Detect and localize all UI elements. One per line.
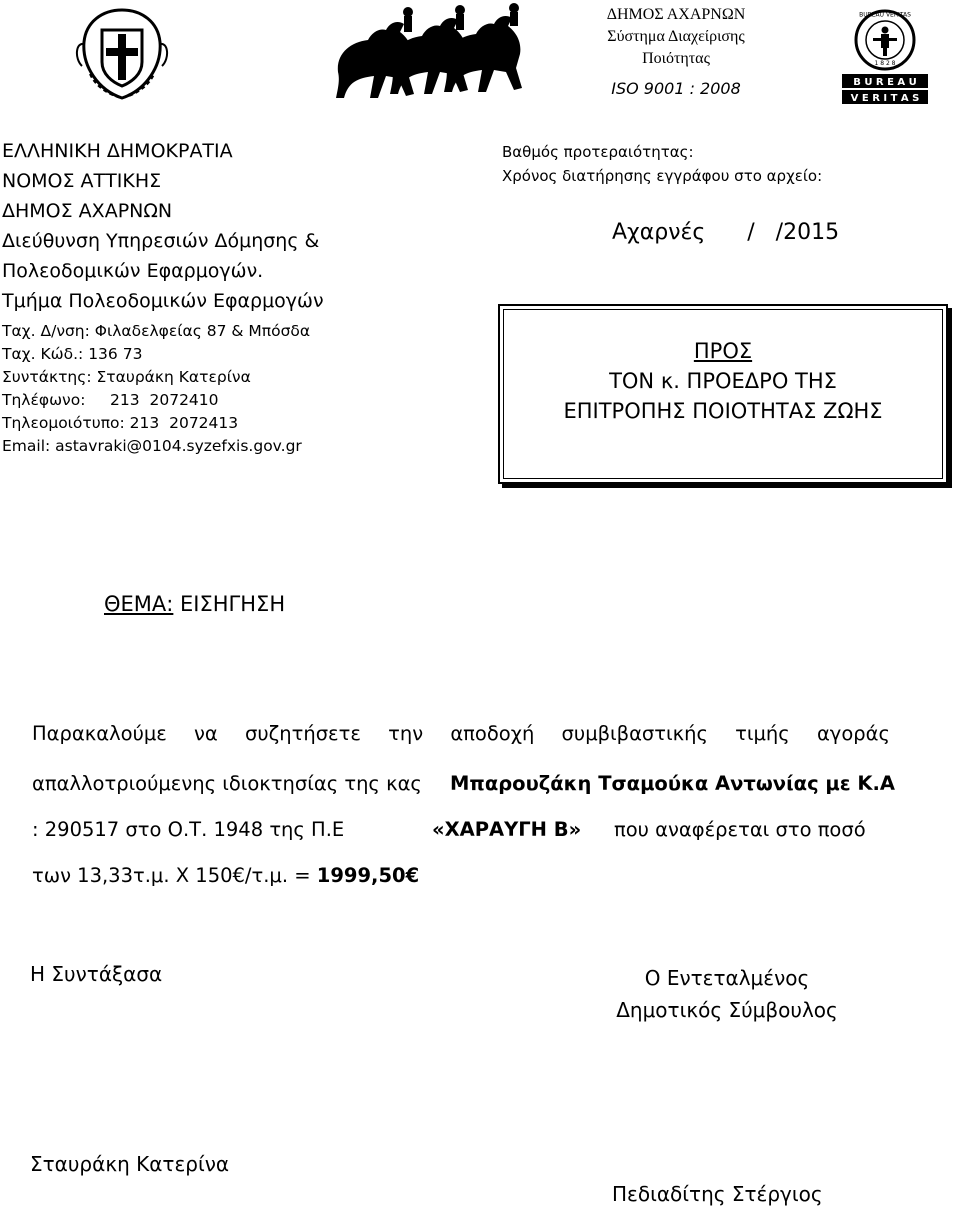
bureau-veritas-logo-icon [840, 8, 930, 106]
sender-line: ΔΗΜΟΣ ΑΧΑΡΝΩΝ [2, 200, 173, 222]
body-word: συζητήσετε [244, 722, 361, 745]
sender-phone: Τηλέφωνο: 213 2072410 [2, 391, 219, 409]
sender-line: Πολεοδομικών Εφαρμογών. [2, 260, 264, 282]
body-word: αγοράς [816, 722, 890, 745]
subject-line [104, 592, 285, 616]
bv-ring-text: BUREAU VERITAS [859, 11, 911, 19]
priority-label: Βαθμός προτεραιότητας: [502, 143, 694, 161]
delegate-name: Πεδιαδίτης Στέργιος [612, 1182, 823, 1206]
sender-line: ΝΟΜΟΣ ΑΤΤΙΚΗΣ [2, 170, 162, 192]
delegate-title [612, 962, 842, 1026]
body-word: αποδοχή [450, 722, 535, 745]
retention-label: Χρόνος διατήρησης εγγράφου στο αρχείο: [502, 167, 823, 185]
bv-year: 1 8 2 8 [874, 60, 896, 67]
subject-text: ΕΙΣΗΓΗΣΗ [173, 592, 286, 616]
bv-word-bureau: B U R E A U [853, 77, 917, 88]
bv-word-veritas: V E R I T A S [850, 93, 920, 104]
system-line-1: Σύστημα Διαχείρισης [607, 28, 745, 45]
body-text: των 13,33τ.μ. Χ 150€/τ.μ. = [32, 864, 317, 887]
body-word: να [194, 722, 218, 745]
sender-block [2, 136, 462, 458]
body-line-3 [32, 818, 890, 848]
iso-label: ISO 9001 : 2008 [611, 79, 741, 98]
total-amount: 1999,50€ [316, 864, 420, 887]
horses-logo-icon [328, 2, 528, 106]
sender-email: Email: astavraki@0104.syzefxis.gov.gr [2, 437, 302, 455]
system-line-2: Ποιότητας [642, 50, 710, 67]
body-line-2 [32, 772, 896, 802]
document-date: Αχαρνές / /2015 [612, 220, 840, 245]
document-meta [502, 140, 822, 188]
recipient-line-2: ΕΠΙΤΡΟΠΗΣ ΠΟΙΟΤΗΤΑΣ ΖΩΗΣ [563, 399, 883, 423]
body-word: τιμής [735, 722, 790, 745]
composer-label: Η Συντάξασα [30, 962, 163, 986]
municipality-name: ΔΗΜΟΣ ΑΧΑΡΝΩΝ [606, 6, 746, 23]
recipient-to-label: ΠΡΟΣ [693, 339, 753, 363]
body-word: Παρακαλούμε [32, 722, 167, 745]
recipient-line-1: ΤΟΝ κ. ΠΡΟΕΔΡΟ ΤΗΣ [609, 369, 837, 393]
sender-fax: Τηλεομοιότυπο: 213 2072413 [2, 414, 239, 432]
sender-address: Ταχ. Δ/νση: Φιλαδελφείας 87 & Μπόσδα [2, 322, 311, 340]
composer-name: Σταυράκη Κατερίνα [30, 1152, 230, 1176]
body-text: : 290517 στο Ο.Τ. 1948 της Π.Ε [32, 818, 345, 841]
sender-line: Τμήμα Πολεοδομικών Εφαρμογών [2, 290, 324, 312]
subject-label: ΘΕΜΑ: [104, 592, 174, 616]
sender-postcode: Ταχ. Κώδ.: 136 73 [2, 345, 143, 363]
body-line-1 [32, 722, 890, 745]
delegate-line-2: Δημοτικός Σύμβουλος [616, 998, 838, 1022]
sender-line: ΕΛΛΗΝΙΚΗ ΔΗΜΟΚΡΑΤΙΑ [2, 140, 233, 162]
body-text: απαλλοτριούμενης ιδιοκτησίας της κας [32, 772, 422, 795]
body-word: συμβιβαστικής [561, 722, 708, 745]
recipient-box [498, 304, 948, 484]
greek-republic-crest-icon [72, 4, 172, 104]
sender-line: Διεύθυνση Υπηρεσιών Δόμησης & [2, 230, 320, 252]
body-word: την [388, 722, 424, 745]
owner-name: Μπαρουζάκη Τσαμούκα Αντωνίας με Κ.Α [450, 772, 896, 795]
sender-author: Συντάκτης: Σταυράκη Κατερίνα [2, 368, 251, 386]
body-line-4 [32, 864, 890, 894]
body-text: που αναφέρεται στο ποσό [614, 818, 866, 841]
area-name: «ΧΑΡΑΥΓΗ Β» [432, 818, 582, 841]
delegate-line-1: Ο Εντεταλμένος [644, 966, 810, 990]
quality-management-header [566, 4, 786, 100]
